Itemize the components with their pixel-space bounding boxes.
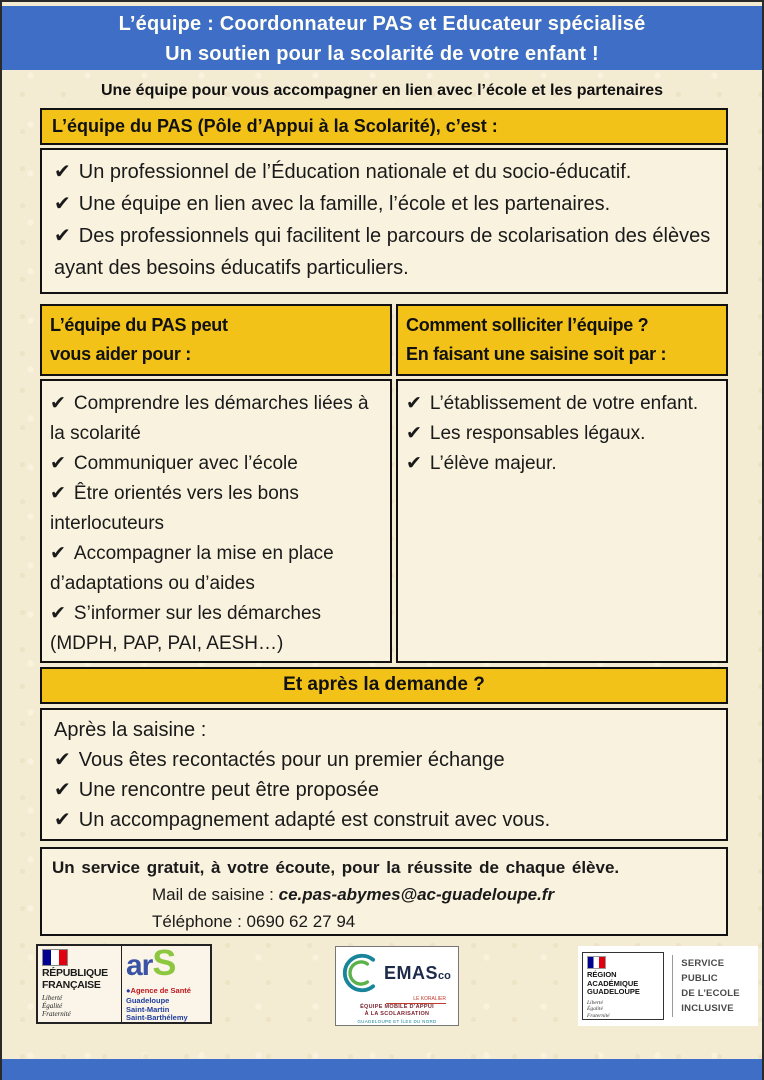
check-icon: ✔: [54, 749, 71, 771]
list-item-text: Un professionnel de l’Éducation nationale et du socio-éducatif.: [78, 161, 632, 183]
vertical-divider: [672, 955, 673, 1017]
list-item: [50, 449, 382, 479]
list-item-text: Accompagner la mise en place d’adaptations ou d’aides: [50, 543, 334, 594]
mail-label: Mail de saisine :: [152, 885, 279, 904]
footer-bar: [2, 1059, 762, 1080]
republique-ars-logo-box: [36, 944, 212, 1024]
emasco-subtitle-line: ÉQUIPE MOBILE D’APPUI: [360, 1004, 434, 1010]
list-item: [54, 156, 714, 188]
ra-title-line: GUADELOUPE: [587, 987, 640, 996]
sp-line: DE L’ECOLE: [681, 988, 740, 999]
ra-title-line: RÉGION ACADÉMIQUE: [587, 970, 639, 988]
ars-region: Saint-Martin: [126, 1004, 170, 1014]
contact-mail-line: [152, 881, 716, 908]
ra-motto: Liberté: [587, 999, 603, 1006]
check-icon: ✔: [54, 161, 71, 183]
list-item-text: Les responsables légaux.: [429, 423, 646, 444]
ars-logo: [122, 942, 210, 1022]
pas-section-box: [40, 148, 728, 294]
title-banner: [2, 6, 762, 70]
after-request-intro: Après la saisine :: [54, 719, 207, 741]
after-request-box: [40, 708, 728, 841]
check-icon: ✔: [50, 603, 66, 624]
republique-francaise-logo: [38, 946, 122, 1022]
banner-title-line1: L’équipe : Coordonnateur PAS et Educateur spécialisé: [118, 13, 646, 35]
ars-wordmark: [126, 942, 206, 986]
emasco-wordmark-suffix: co: [438, 969, 451, 982]
list-item-text: Vous êtes recontactés pour un premier échange: [78, 749, 505, 771]
mail-address: ce.pas-abymes@ac-guadeloupe.fr: [278, 885, 555, 904]
list-item: [50, 539, 382, 599]
ra-motto: Fraternité: [587, 1012, 610, 1019]
check-icon: ✔: [54, 193, 71, 215]
ra-motto: Égalité: [587, 1006, 603, 1012]
intro-line: Une équipe pour vous accompagner en lien avec l’école et les partenaires: [101, 82, 663, 99]
help-table-right-header: [396, 304, 728, 376]
rf-motto: Fraternité: [42, 1010, 71, 1018]
header-line: L’équipe du PAS peut: [50, 315, 228, 335]
list-item-text: Une équipe en lien avec la famille, l’école et les partenaires.: [78, 193, 611, 215]
check-icon: ✔: [406, 423, 422, 444]
ars-region: Guadeloupe: [126, 996, 170, 1005]
contact-phone-line: [152, 908, 716, 935]
list-item: [54, 220, 714, 284]
help-table: [40, 304, 728, 663]
header-line: Comment solliciter l’équipe ?: [406, 315, 649, 335]
check-icon: ✔: [50, 393, 66, 414]
list-item: [50, 389, 382, 449]
list-item: [54, 188, 714, 220]
check-icon: ✔: [406, 393, 422, 414]
list-item-text: Communiquer avec l’école: [73, 453, 298, 474]
emasco-tagline: LE KORALIER: [386, 996, 446, 1004]
list-item: [406, 449, 718, 479]
check-icon: ✔: [406, 453, 422, 474]
phone-label: Téléphone :: [152, 912, 247, 931]
list-item-text: L’élève majeur.: [429, 453, 557, 474]
list-item-text: Une rencontre peut être proposée: [78, 779, 379, 801]
list-item-text: Être orientés vers les bons interlocuteurs: [50, 483, 299, 534]
sp-line: SERVICE PUBLIC: [681, 958, 725, 984]
ars-agency-text: Agence de Santé: [130, 986, 191, 995]
list-item-text: S’informer sur les démarches (MDPH, PAP, PAI, AESH…): [50, 603, 322, 654]
list-item: [50, 599, 382, 659]
rf-motto: Liberté: [42, 994, 63, 1002]
check-icon: ✔: [50, 453, 66, 474]
list-item: [406, 389, 718, 419]
contact-box: [40, 847, 728, 936]
french-flag-icon: [42, 949, 68, 966]
service-public-label: [681, 956, 754, 1016]
check-icon: ✔: [50, 543, 66, 564]
ars-wordmark-ar: ar: [126, 949, 153, 982]
list-item: [406, 419, 718, 449]
ars-region: Saint-Barthélemy: [126, 1013, 188, 1022]
ars-agency-line: [126, 986, 206, 995]
rf-title-line: RÉPUBLIQUE: [42, 967, 108, 979]
rf-title-line: FRANÇAISE: [42, 978, 101, 991]
list-item-text: Des professionnels qui facilitent le parcours de scolarisation des élèves ayant des besoins éducatifs particuliers.: [54, 225, 711, 279]
emasco-subtitle-line: À LA SCOLARISATION: [364, 1011, 430, 1017]
check-icon: ✔: [54, 779, 71, 801]
header-line: vous aider pour :: [50, 344, 191, 364]
list-item: [54, 775, 714, 805]
sp-line: INCLUSIVE: [681, 1003, 734, 1014]
emasco-swoosh-icon: [340, 950, 384, 996]
region-academique-logo: [582, 952, 664, 1020]
list-item: [54, 805, 714, 835]
help-table-right-body: [396, 379, 728, 663]
help-table-left-column: [40, 304, 392, 663]
help-table-left-body: [40, 379, 392, 663]
help-table-right-column: [396, 304, 728, 663]
banner-title-line2: Un soutien pour la scolarité de votre enfant !: [165, 43, 599, 65]
region-academique-logo-box: [578, 946, 758, 1026]
pas-section-header: L’équipe du PAS (Pôle d’Appui à la Scolarité), c’est :: [40, 108, 728, 145]
ars-dot-icon: ●: [126, 986, 131, 995]
rf-motto: Égalité: [42, 1002, 63, 1010]
header-line: En faisant une saisine soit par :: [406, 344, 667, 364]
emasco-subtitle-line: GUADELOUPE ET ÎLES DU NORD: [357, 1019, 437, 1024]
after-request-header: Et après la demande ?: [40, 667, 728, 704]
contact-tagline: Un service gratuit, à votre écoute, pour la réussite de chaque élève.: [52, 858, 620, 877]
emasco-wordmark: EMAS: [384, 962, 439, 983]
french-flag-icon: [587, 956, 606, 969]
emasco-logo-box: [335, 946, 459, 1026]
list-item-text: Comprendre les démarches liées à la scolarité: [50, 393, 369, 444]
check-icon: ✔: [54, 225, 71, 247]
help-table-left-header: [40, 304, 392, 376]
list-item-text: L’établissement de votre enfant.: [429, 393, 699, 414]
check-icon: ✔: [50, 483, 66, 504]
list-item-text: Un accompagnement adapté est construit avec vous.: [78, 809, 551, 831]
phone-number: 0690 62 27 94: [246, 912, 356, 931]
check-icon: ✔: [54, 809, 71, 831]
ars-wordmark-s: S: [152, 942, 177, 983]
list-item: [54, 745, 714, 775]
list-item: [50, 479, 382, 539]
